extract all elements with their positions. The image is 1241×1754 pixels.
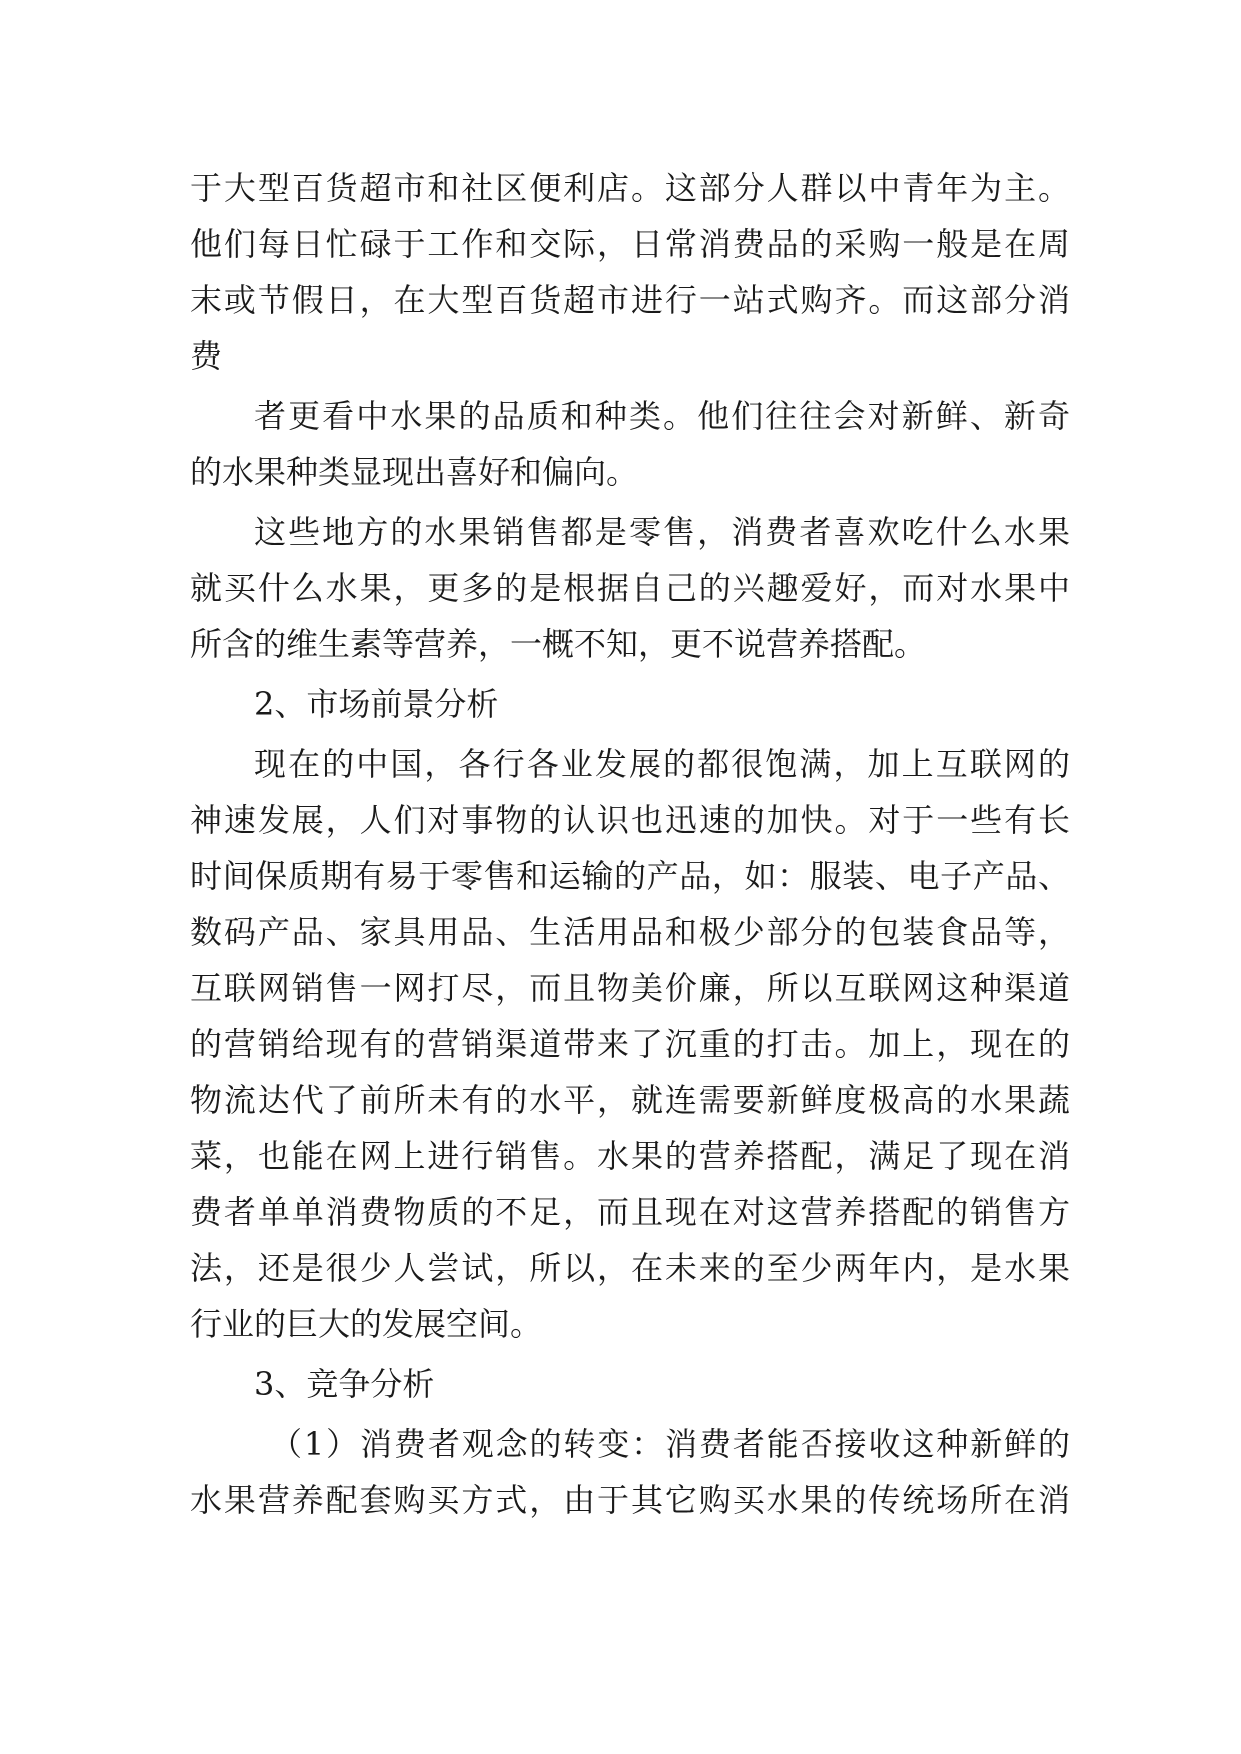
text-line: 时间保质期有易于零售和运输的产品，如：服装、电子产品、 — [190, 857, 1070, 895]
text-line: 费者单单消费物质的不足，而且现在对这营养搭配的销售方 — [190, 1193, 1070, 1231]
text-line: 就买什么水果，更多的是根据自己的兴趣爱好，而对水果中 — [190, 569, 1070, 607]
text-line: 末或节假日，在大型百货超市进行一站式购齐。而这部分消 — [190, 281, 1070, 319]
text-line: 的营销给现有的营销渠道带来了沉重的打击。加上，现在的 — [190, 1025, 1070, 1063]
text-line: 行业的巨大的发展空间。 — [190, 1305, 543, 1343]
section-heading: 3、竞争分析 — [254, 1365, 435, 1403]
text-line: 互联网销售一网打尽，而且物美价廉，所以互联网这种渠道 — [190, 969, 1070, 1007]
text-line: 水果营养配套购买方式，由于其它购买水果的传统场所在消 — [190, 1481, 1070, 1519]
text-line: 物流达代了前所未有的水平，就连需要新鲜度极高的水果蔬 — [190, 1081, 1070, 1119]
text-line: 现在的中国，各行各业发展的都很饱满，加上互联网的 — [254, 745, 1070, 783]
text-line: 所含的维生素等营养，一概不知，更不说营养搭配。 — [190, 625, 927, 663]
text-line: 菜，也能在网上进行销售。水果的营养搭配，满足了现在消 — [190, 1137, 1070, 1175]
text-line: （1）消费者观念的转变：消费者能否接收这种新鲜的 — [270, 1425, 1070, 1463]
text-line: 者更看中水果的品质和种类。他们往往会对新鲜、新奇 — [254, 397, 1070, 435]
text-line: 这些地方的水果销售都是零售，消费者喜欢吃什么水果 — [254, 513, 1070, 551]
text-line: 他们每日忙碌于工作和交际，日常消费品的采购一般是在周 — [190, 225, 1070, 263]
text-line: 神速发展，人们对事物的认识也迅速的加快。对于一些有长 — [190, 801, 1070, 839]
section-heading: 2、市场前景分析 — [254, 685, 499, 723]
text-line: 法，还是很少人尝试，所以，在未来的至少两年内，是水果 — [190, 1249, 1070, 1287]
text-line: 的水果种类显现出喜好和偏向。 — [190, 453, 639, 491]
text-line: 数码产品、家具用品、生活用品和极少部分的包装食品等， — [190, 913, 1070, 951]
text-line: 于大型百货超市和社区便利店。这部分人群以中青年为主。 — [190, 169, 1070, 207]
text-line: 费 — [190, 337, 223, 375]
